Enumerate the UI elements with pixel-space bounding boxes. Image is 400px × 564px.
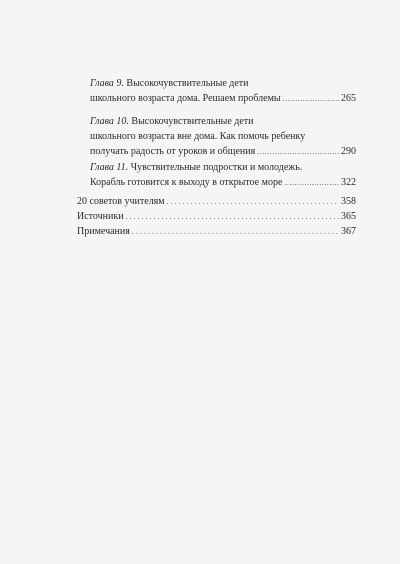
toc-entry-heading — [90, 76, 356, 91]
dot-leader — [257, 144, 339, 159]
chapter-title-line-2: школьного возраста вне дома. Как помочь ребенку — [90, 131, 306, 142]
page-number: 365 — [341, 211, 356, 222]
toc-entry-chapter-11 — [90, 160, 356, 190]
chapter-title-line-2: школьного возраста дома. Решаем проблемы — [90, 93, 281, 104]
dot-leader — [126, 209, 339, 224]
toc-entry-last-line — [90, 144, 356, 159]
chapter-title-line-2: Корабль готовится к выходу в открытое море — [90, 177, 283, 188]
page-number: 322 — [341, 177, 356, 188]
dot-leader — [132, 224, 339, 239]
dot-leader — [283, 91, 339, 106]
dot-leader — [284, 175, 339, 190]
chapter-label: Глава 10. — [90, 116, 129, 127]
chapter-label: Глава 11. — [90, 162, 129, 173]
toc-entry-last-line — [90, 175, 356, 190]
entry-title: Источники — [77, 211, 124, 222]
chapter-title-line-1: Чувствительные подростки и молодежь. — [130, 162, 303, 173]
toc-entry-chapter-10 — [90, 114, 356, 159]
page-number: 358 — [341, 196, 356, 207]
toc-entry-heading — [90, 114, 356, 129]
chapter-title-line-3: получать радость от уроков и общения — [90, 146, 256, 157]
chapter-label: Глава 9. — [90, 78, 124, 89]
toc-back-matter — [77, 194, 356, 239]
entry-title: Примечания — [77, 226, 130, 237]
entry-title: 20 советов учителям — [77, 196, 165, 207]
page-number: 290 — [341, 146, 356, 157]
page-number: 265 — [341, 93, 356, 104]
toc-entry-teacher-tips — [77, 194, 356, 209]
toc-entry-notes — [77, 224, 356, 239]
chapter-title-line-1: Высокочувствительные дети — [131, 116, 254, 127]
chapter-title-line-1: Высокочувствительные дети — [126, 78, 249, 89]
toc-entry-sources — [77, 209, 356, 224]
toc-entry-heading — [90, 160, 356, 175]
toc-entry-last-line — [90, 91, 356, 106]
page-number: 367 — [341, 226, 356, 237]
toc-entry-chapter-9 — [90, 76, 356, 106]
dot-leader — [167, 194, 339, 209]
